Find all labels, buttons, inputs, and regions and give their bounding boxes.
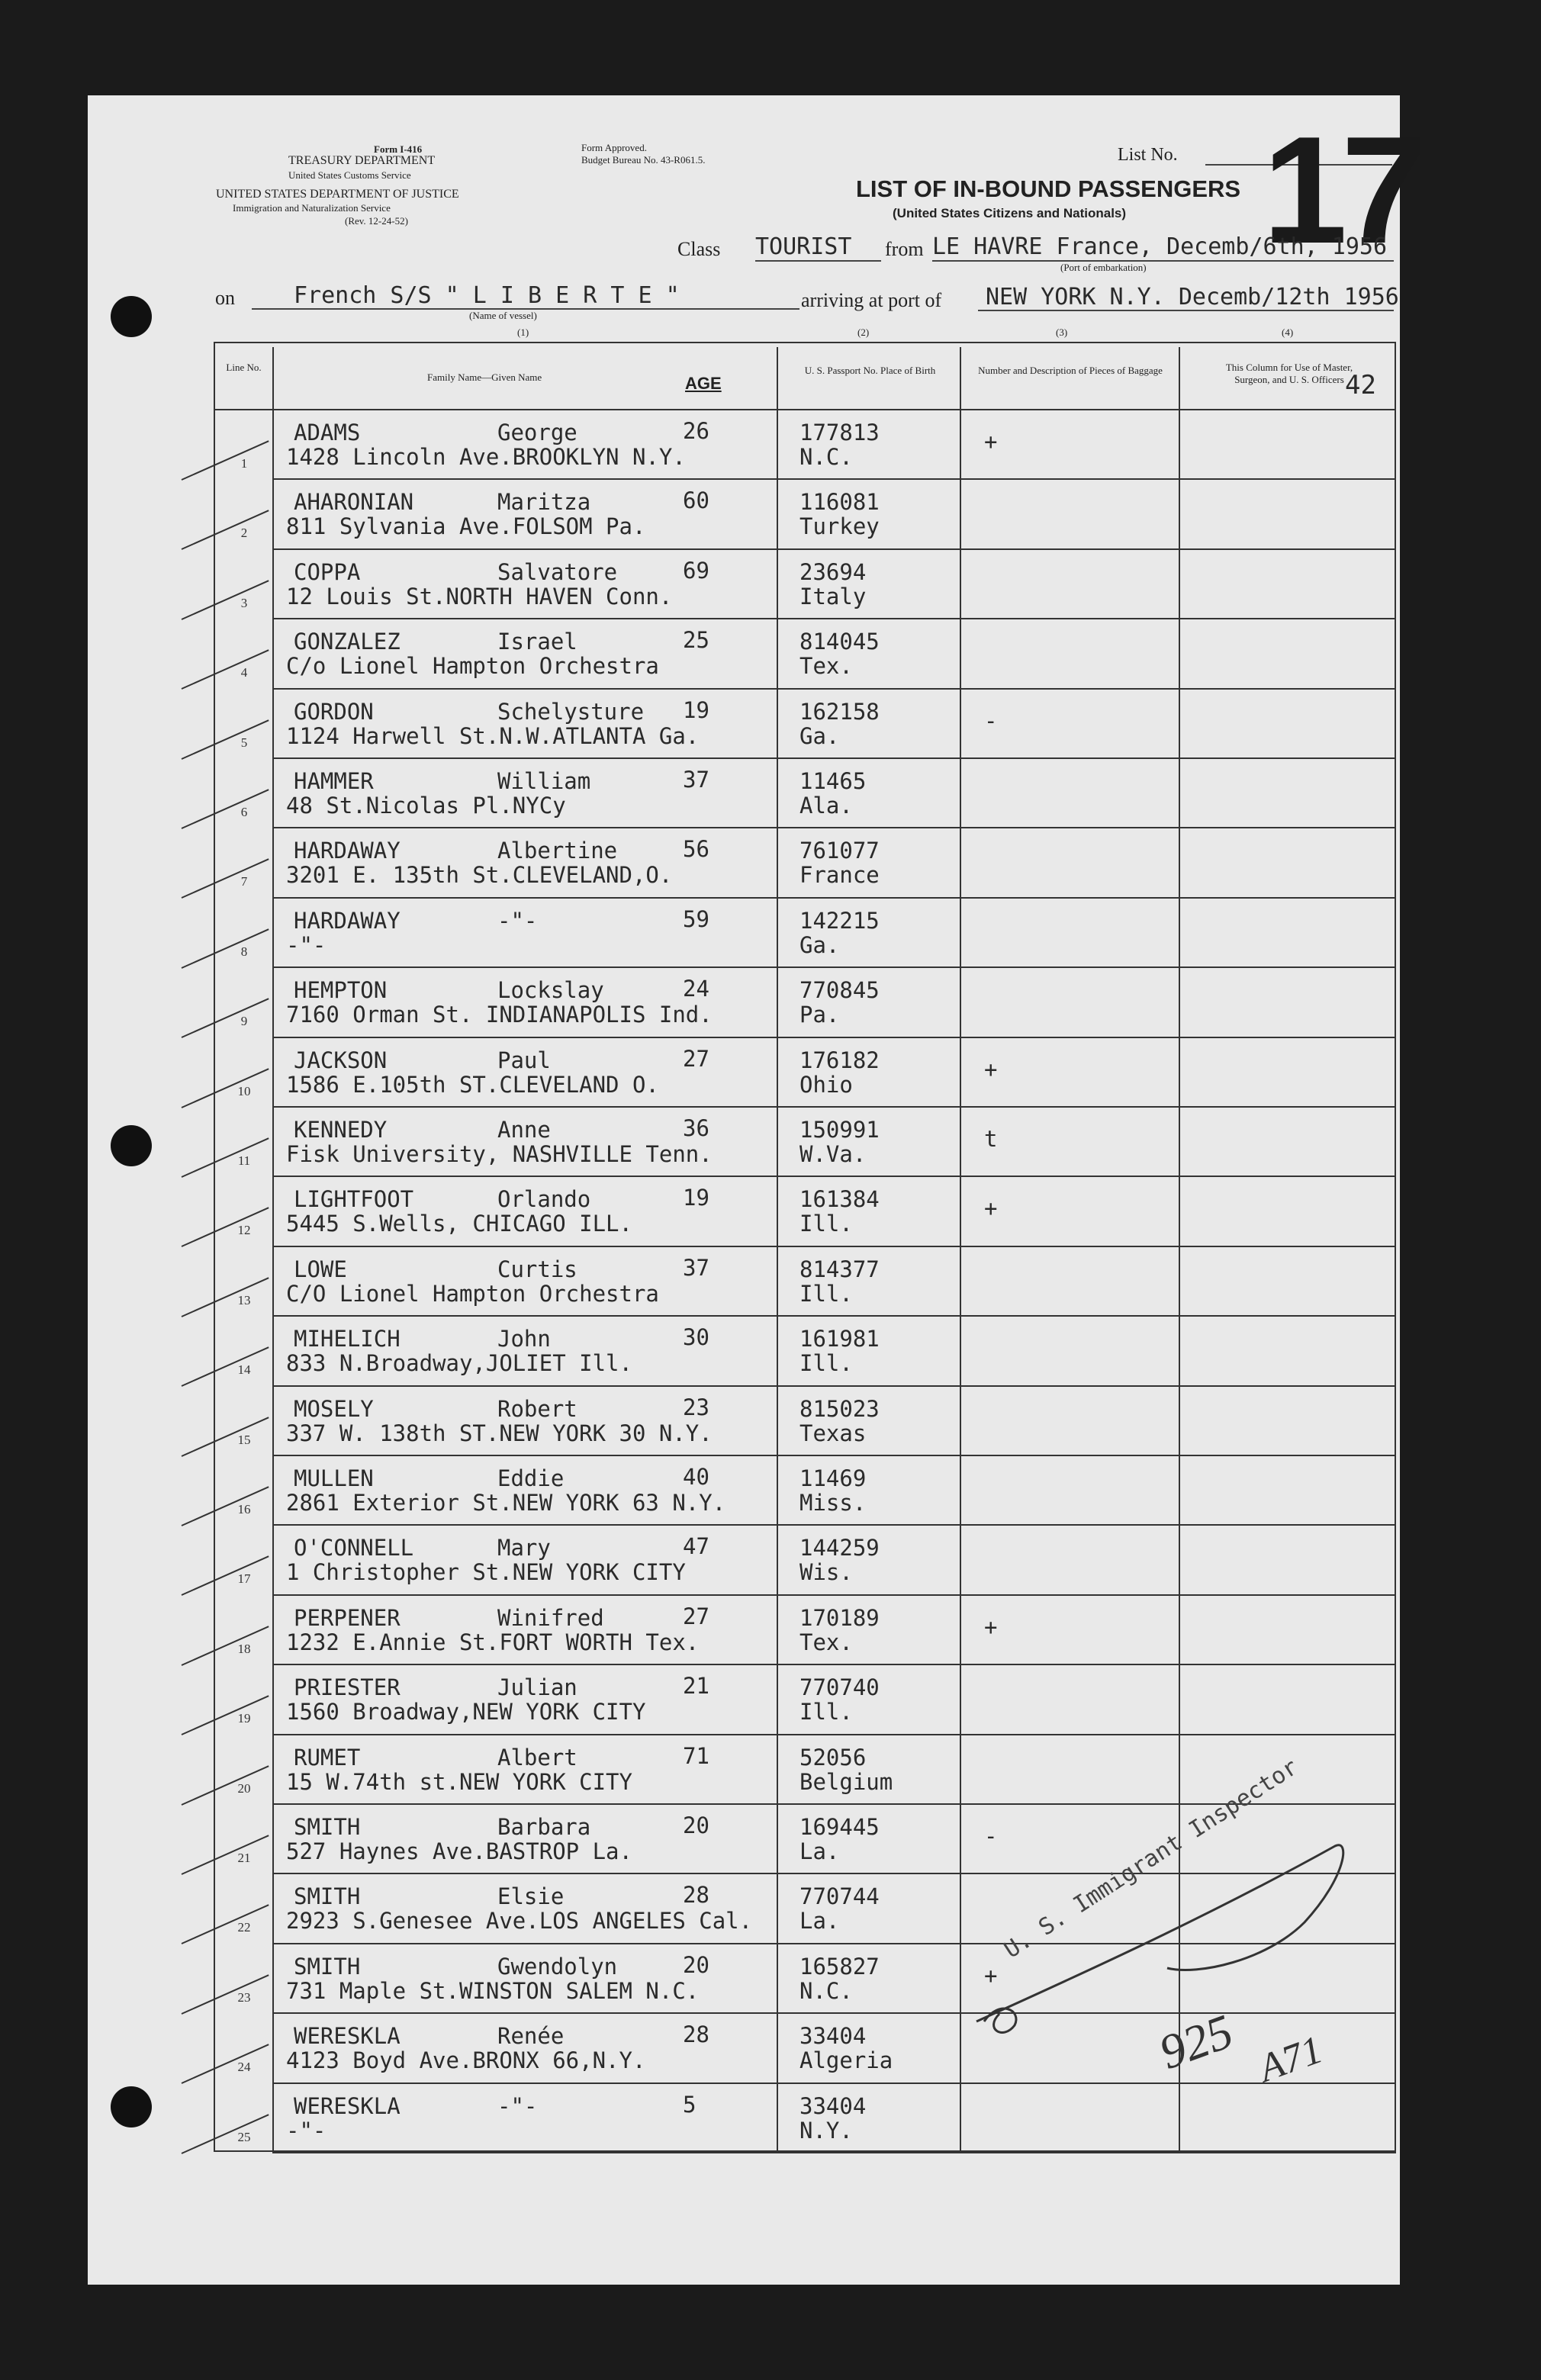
line-number: 9 bbox=[240, 1014, 248, 1029]
passport-number: 770845 bbox=[799, 977, 880, 1004]
line-number: 12 bbox=[237, 1223, 251, 1238]
row-divider bbox=[272, 1455, 1396, 1456]
place-of-birth: Italy bbox=[799, 583, 867, 609]
place-of-birth: Ga. bbox=[799, 722, 840, 749]
vessel-note: (Name of vessel) bbox=[469, 310, 537, 321]
row-divider bbox=[272, 827, 1396, 828]
address: 833 N.Broadway,JOLIET Ill. bbox=[286, 1350, 632, 1377]
passport-number: 770744 bbox=[799, 1883, 880, 1910]
age-value: 25 bbox=[683, 627, 709, 654]
given-name: Albertine bbox=[497, 838, 618, 864]
address: 12 Louis St.NORTH HAVEN Conn. bbox=[286, 583, 673, 609]
customs-service: United States Customs Service bbox=[288, 169, 411, 181]
col-header-passport: U. S. Passport No. Place of Birth bbox=[804, 365, 936, 376]
line-number: 18 bbox=[237, 1641, 251, 1656]
row-divider bbox=[272, 1524, 1396, 1526]
line-number: 23 bbox=[237, 1989, 251, 2005]
row-divider bbox=[272, 1037, 1396, 1038]
age-value: 19 bbox=[683, 696, 709, 723]
class-label: Class bbox=[677, 238, 721, 260]
place-of-birth: Ill. bbox=[799, 1211, 853, 1237]
row-divider bbox=[272, 1246, 1396, 1247]
arriving-value: NEW YORK N.Y. Decemb/12th 1956 bbox=[986, 284, 1399, 310]
family-name: GORDON bbox=[294, 698, 374, 725]
passport-number: 33404 bbox=[799, 2092, 867, 2119]
passport-number: 161981 bbox=[799, 1326, 880, 1352]
baggage-mark: + bbox=[984, 1962, 998, 1989]
line-number: 5 bbox=[240, 735, 248, 750]
arriving-label: arriving at port of bbox=[801, 289, 942, 311]
family-name: PERPENER bbox=[294, 1604, 401, 1631]
family-name: MOSELY bbox=[294, 1395, 374, 1422]
baggage-mark: - bbox=[984, 1823, 998, 1849]
col-num-4: (4) bbox=[1282, 326, 1294, 338]
family-name: AHARONIAN bbox=[294, 489, 414, 516]
row-divider bbox=[272, 2152, 1396, 2153]
row-divider bbox=[272, 1315, 1396, 1317]
row-divider bbox=[272, 548, 1396, 550]
line-number: 25 bbox=[237, 2129, 251, 2144]
col-header-line: Line No. bbox=[226, 362, 262, 373]
age-value: 20 bbox=[683, 1951, 709, 1978]
form-approved: Form Approved. bbox=[581, 142, 647, 153]
binder-hole bbox=[111, 296, 152, 337]
line-number: 1 bbox=[240, 456, 248, 471]
family-name: PRIESTER bbox=[294, 1674, 401, 1701]
given-name: Renée bbox=[497, 2023, 565, 2050]
family-name: SMITH bbox=[294, 1953, 361, 1980]
line-number: 4 bbox=[240, 665, 248, 680]
age-value: 59 bbox=[683, 905, 709, 932]
line-number: 20 bbox=[237, 1780, 251, 1796]
row-divider bbox=[272, 966, 1396, 968]
inspector-initials: A71 bbox=[1253, 2028, 1328, 2091]
place-of-birth: Ill. bbox=[799, 1280, 853, 1307]
address: 527 Haynes Ave.BASTROP La. bbox=[286, 1838, 632, 1864]
baggage-mark: + bbox=[984, 429, 998, 455]
age-value: 19 bbox=[683, 1185, 709, 1211]
given-name: Orlando bbox=[497, 1186, 591, 1213]
address: 1560 Broadway,NEW YORK CITY bbox=[286, 1699, 646, 1726]
age-value: 5 bbox=[683, 2091, 697, 2118]
ins-service: Immigration and Naturalization Service bbox=[233, 202, 391, 214]
row-divider bbox=[272, 1734, 1396, 1735]
given-name: Winifred bbox=[497, 1604, 604, 1631]
place-of-birth: N.C. bbox=[799, 1977, 853, 2004]
line-number: 10 bbox=[237, 1083, 251, 1098]
from-label: from bbox=[885, 238, 924, 260]
family-name: RUMET bbox=[294, 1744, 361, 1771]
row-divider bbox=[272, 478, 1396, 480]
col-num-1: (1) bbox=[517, 326, 529, 338]
baggage-mark: + bbox=[984, 1195, 998, 1222]
address: 1586 E.105th ST.CLEVELAND O. bbox=[286, 1071, 659, 1098]
list-number: 17 bbox=[1263, 105, 1420, 275]
binder-hole bbox=[111, 2086, 152, 2128]
place-of-birth: Pa. bbox=[799, 1002, 840, 1028]
inspector-signature bbox=[969, 1831, 1366, 2060]
address: 3201 E. 135th St.CLEVELAND,O. bbox=[286, 862, 673, 889]
passport-number: 33404 bbox=[799, 2023, 867, 2050]
place-of-birth: Ill. bbox=[799, 1350, 853, 1377]
given-name: Israel bbox=[497, 629, 577, 655]
given-name: William bbox=[497, 768, 591, 794]
family-name: COPPA bbox=[294, 558, 361, 585]
revision-date: (Rev. 12-24-52) bbox=[345, 215, 408, 227]
age-value: 56 bbox=[683, 836, 709, 863]
passport-number: 11465 bbox=[799, 768, 867, 794]
passport-number: 814377 bbox=[799, 1256, 880, 1282]
line-number: 3 bbox=[240, 595, 248, 610]
given-name: Barbara bbox=[497, 1814, 591, 1840]
given-name: Maritza bbox=[497, 489, 591, 516]
row-divider bbox=[272, 897, 1396, 899]
age-value: 36 bbox=[683, 1115, 709, 1141]
family-name: JACKSON bbox=[294, 1047, 388, 1073]
family-name: HARDAWAY bbox=[294, 838, 401, 864]
family-name: HARDAWAY bbox=[294, 907, 401, 934]
given-name: Robert bbox=[497, 1395, 577, 1422]
place-of-birth: Ala. bbox=[799, 793, 853, 819]
justice-dept: UNITED STATES DEPARTMENT OF JUSTICE bbox=[216, 188, 459, 201]
age-value: 21 bbox=[683, 1673, 709, 1700]
family-name: KENNEDY bbox=[294, 1117, 388, 1143]
age-value: 27 bbox=[683, 1603, 709, 1629]
given-name: Anne bbox=[497, 1117, 551, 1143]
baggage-mark: + bbox=[984, 1056, 998, 1082]
passport-number: 814045 bbox=[799, 629, 880, 655]
passport-number: 169445 bbox=[799, 1814, 880, 1840]
place-of-birth: Texas bbox=[799, 1420, 867, 1446]
family-name: O'CONNELL bbox=[294, 1535, 414, 1561]
address: -"- bbox=[286, 2117, 327, 2144]
age-value: 26 bbox=[683, 418, 709, 444]
address: 4123 Boyd Ave.BRONX 66,N.Y. bbox=[286, 2047, 646, 2074]
treasury-dept: TREASURY DEPARTMENT bbox=[288, 154, 436, 167]
passport-number: 142215 bbox=[799, 907, 880, 934]
passport-number: 176182 bbox=[799, 1047, 880, 1073]
place-of-birth: Tex. bbox=[799, 1629, 853, 1655]
age-value: 23 bbox=[683, 1394, 709, 1420]
line-number: 15 bbox=[237, 1432, 251, 1447]
baggage-mark: - bbox=[984, 707, 998, 734]
line-number: 16 bbox=[237, 1502, 251, 1516]
address: 2923 S.Genesee Ave.LOS ANGELES Cal. bbox=[286, 1908, 753, 1935]
form-title: LIST OF IN-BOUND PASSENGERS bbox=[856, 175, 1241, 202]
place-of-birth: Belgium bbox=[799, 1768, 893, 1795]
age-value: 37 bbox=[683, 1254, 709, 1281]
family-name: MIHELICH bbox=[294, 1326, 401, 1352]
line-number: 14 bbox=[237, 1362, 251, 1378]
address: C/o Lionel Hampton Orchestra bbox=[286, 653, 659, 680]
given-name: Lockslay bbox=[497, 977, 604, 1004]
passport-number: 770740 bbox=[799, 1674, 880, 1701]
given-name: John bbox=[497, 1326, 551, 1352]
age-value: 71 bbox=[683, 1742, 709, 1769]
given-name: George bbox=[497, 420, 577, 445]
address: 2861 Exterior St.NEW YORK 63 N.Y. bbox=[286, 1490, 726, 1516]
family-name: WERESKLA bbox=[294, 2023, 401, 2050]
place-of-birth: Turkey bbox=[799, 513, 880, 540]
passport-number: 162158 bbox=[799, 698, 880, 725]
given-name: Salvatore bbox=[497, 558, 618, 585]
budget-bureau: Budget Bureau No. 43-R061.5. bbox=[581, 154, 706, 166]
col-header-age: AGE bbox=[685, 374, 722, 393]
given-name: -"- bbox=[497, 907, 538, 934]
address: Fisk University, NASHVILLE Tenn. bbox=[286, 1141, 713, 1167]
place-of-birth: Wis. bbox=[799, 1559, 853, 1586]
col-num-2: (2) bbox=[857, 326, 870, 338]
age-value: 27 bbox=[683, 1045, 709, 1072]
row-divider bbox=[272, 1176, 1396, 1177]
family-name: ADAMS bbox=[294, 420, 361, 445]
list-no-label: List No. bbox=[1118, 145, 1178, 165]
place-of-birth: France bbox=[799, 862, 880, 889]
line-number: 6 bbox=[240, 805, 248, 819]
baggage-mark: + bbox=[984, 1613, 998, 1640]
address: -"- bbox=[286, 931, 327, 958]
age-value: 30 bbox=[683, 1324, 709, 1351]
row-divider bbox=[272, 1664, 1396, 1665]
family-name: HAMMER bbox=[294, 768, 374, 794]
passport-number: 177813 bbox=[799, 420, 880, 445]
line-number: 13 bbox=[237, 1292, 251, 1307]
row-divider bbox=[272, 1594, 1396, 1596]
address: 1 Christopher St.NEW YORK CITY bbox=[286, 1559, 686, 1586]
from-value: LE HAVRE France, Decemb/6th, 1956 bbox=[932, 233, 1388, 260]
row-divider bbox=[272, 688, 1396, 690]
age-value: 47 bbox=[683, 1533, 709, 1560]
passport-number: 150991 bbox=[799, 1117, 880, 1143]
line-number: 17 bbox=[237, 1571, 251, 1587]
row-divider bbox=[272, 2082, 1396, 2084]
given-name: -"- bbox=[497, 2092, 538, 2119]
given-name: Curtis bbox=[497, 1256, 577, 1282]
passport-number: 23694 bbox=[799, 558, 867, 585]
col-num-3: (3) bbox=[1056, 326, 1068, 338]
line-number: 24 bbox=[237, 2060, 251, 2075]
family-name: LOWE bbox=[294, 1256, 347, 1282]
passport-number: 11469 bbox=[799, 1465, 867, 1491]
family-name: SMITH bbox=[294, 1814, 361, 1840]
given-name: Schelysture bbox=[497, 698, 645, 725]
place-of-birth: W.Va. bbox=[799, 1141, 867, 1167]
address: 48 St.Nicolas Pl.NYCy bbox=[286, 793, 566, 819]
address: 1428 Lincoln Ave.BROOKLYN N.Y. bbox=[286, 444, 686, 470]
age-value: 60 bbox=[683, 487, 709, 514]
passport-number: 116081 bbox=[799, 489, 880, 516]
port-embark-note: (Port of embarkation) bbox=[1060, 262, 1147, 273]
place-of-birth: Ga. bbox=[799, 931, 840, 958]
family-name: HEMPTON bbox=[294, 977, 388, 1004]
age-value: 69 bbox=[683, 557, 709, 584]
age-value: 24 bbox=[683, 976, 709, 1002]
address: 337 W. 138th ST.NEW YORK 30 N.Y. bbox=[286, 1420, 713, 1446]
col-header-officers: This Column for Use of Master, Surgeon, and U. S. Officers bbox=[1225, 362, 1353, 385]
vessel-value: French S/S " L I B E R T E " bbox=[294, 282, 680, 309]
line-number: 2 bbox=[240, 526, 248, 541]
line-number: 8 bbox=[240, 944, 248, 959]
line-number: 7 bbox=[240, 874, 248, 889]
stamp-numbers: 925 bbox=[1152, 2003, 1240, 2080]
address: 15 W.74th st.NEW YORK CITY bbox=[286, 1768, 632, 1795]
place-of-birth: N.Y. bbox=[799, 2117, 853, 2144]
passport-number: 144259 bbox=[799, 1535, 880, 1561]
family-name: SMITH bbox=[294, 1883, 361, 1910]
given-name: Mary bbox=[497, 1535, 551, 1561]
baggage-mark: t bbox=[984, 1126, 998, 1152]
on-label: on bbox=[215, 287, 235, 309]
given-name: Eddie bbox=[497, 1465, 565, 1491]
address: 7160 Orman St. INDIANAPOLIS Ind. bbox=[286, 1002, 713, 1028]
given-name: Gwendolyn bbox=[497, 1953, 618, 1980]
place-of-birth: N.C. bbox=[799, 444, 853, 470]
col-header-name: Family Name—Given Name bbox=[427, 371, 542, 383]
family-name: GONZALEZ bbox=[294, 629, 401, 655]
row-divider bbox=[272, 618, 1396, 619]
given-name: Paul bbox=[497, 1047, 551, 1073]
row-divider bbox=[272, 1385, 1396, 1387]
family-name: LIGHTFOOT bbox=[294, 1186, 414, 1213]
place-of-birth: Ill. bbox=[799, 1699, 853, 1726]
given-name: Elsie bbox=[497, 1883, 565, 1910]
place-of-birth: Ohio bbox=[799, 1071, 853, 1098]
passport-number: 52056 bbox=[799, 1744, 867, 1771]
class-value: TOURIST bbox=[755, 233, 852, 260]
line-number: 22 bbox=[237, 1920, 251, 1935]
address: C/O Lionel Hampton Orchestra bbox=[286, 1280, 659, 1307]
age-value: 37 bbox=[683, 767, 709, 793]
row-divider bbox=[272, 1106, 1396, 1108]
officers-mark: 42 bbox=[1345, 370, 1376, 400]
binder-hole bbox=[111, 1125, 152, 1166]
line-number: 19 bbox=[237, 1711, 251, 1726]
row-divider bbox=[272, 757, 1396, 759]
passport-number: 165827 bbox=[799, 1953, 880, 1980]
age-value: 20 bbox=[683, 1812, 709, 1838]
place-of-birth: La. bbox=[799, 1838, 840, 1864]
address: 811 Sylvania Ave.FOLSOM Pa. bbox=[286, 513, 646, 540]
place-of-birth: Algeria bbox=[799, 2047, 893, 2074]
form-number: Form I-416 bbox=[374, 143, 423, 155]
address: 1124 Harwell St.N.W.ATLANTA Ga. bbox=[286, 722, 700, 749]
passport-number: 161384 bbox=[799, 1186, 880, 1213]
given-name: Julian bbox=[497, 1674, 577, 1701]
passport-number: 170189 bbox=[799, 1604, 880, 1631]
age-value: 28 bbox=[683, 1882, 709, 1909]
address: 731 Maple St.WINSTON SALEM N.C. bbox=[286, 1977, 700, 2004]
form-subtitle: (United States Citizens and Nationals) bbox=[893, 206, 1127, 220]
family-name: WERESKLA bbox=[294, 2092, 401, 2119]
passport-number: 815023 bbox=[799, 1395, 880, 1422]
passport-number: 761077 bbox=[799, 838, 880, 864]
inspector-stamp: U. S. Immigrant Inspector bbox=[999, 1754, 1303, 1964]
family-name: MULLEN bbox=[294, 1465, 374, 1491]
given-name: Albert bbox=[497, 1744, 577, 1771]
address: 1232 E.Annie St.FORT WORTH Tex. bbox=[286, 1629, 700, 1655]
address: 5445 S.Wells, CHICAGO ILL. bbox=[286, 1211, 632, 1237]
age-value: 40 bbox=[683, 1464, 709, 1490]
place-of-birth: Miss. bbox=[799, 1490, 867, 1516]
place-of-birth: Tex. bbox=[799, 653, 853, 680]
line-number: 21 bbox=[237, 1851, 251, 1865]
age-value: 28 bbox=[683, 2021, 709, 2048]
place-of-birth: La. bbox=[799, 1908, 840, 1935]
col-header-baggage: Number and Description of Pieces of Baggage bbox=[978, 365, 1163, 376]
line-number: 11 bbox=[237, 1153, 251, 1168]
